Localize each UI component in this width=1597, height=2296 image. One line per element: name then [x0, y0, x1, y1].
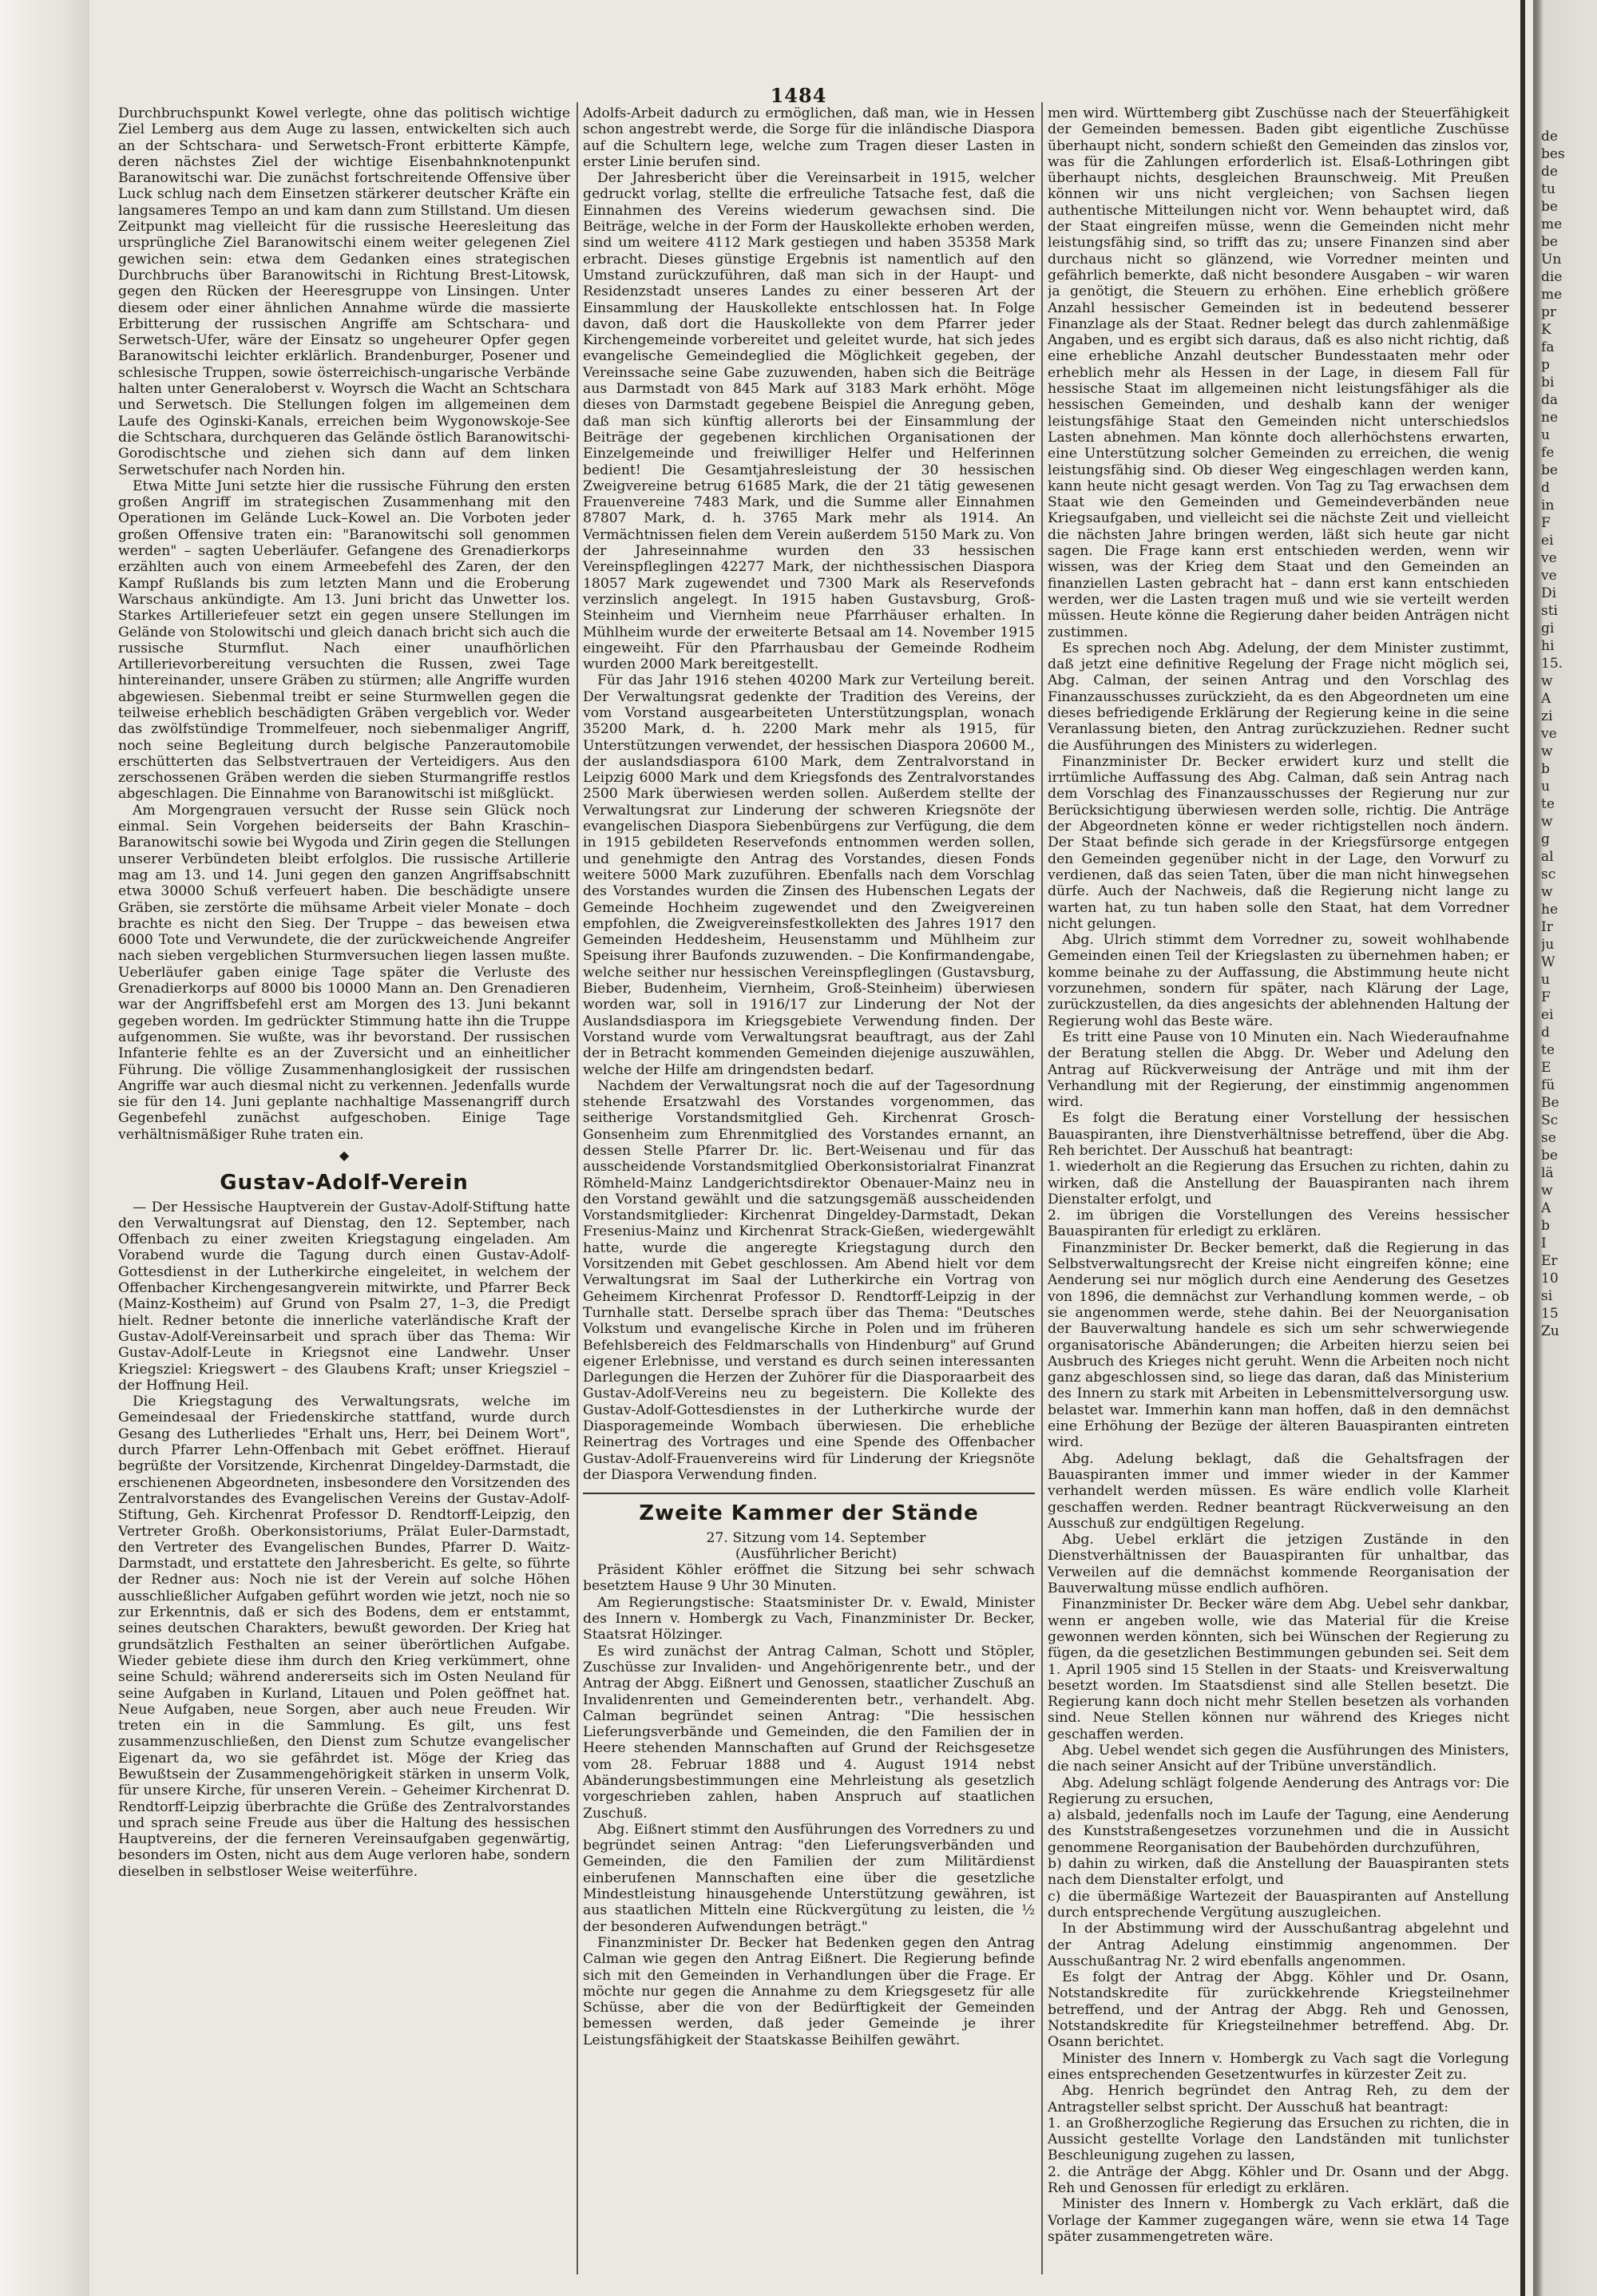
adjacent-fragment: 10: [1541, 1271, 1559, 1287]
adjacent-fragment: lä: [1541, 1165, 1554, 1181]
list-item: 1. wiederholt an die Regierung das Ersuchen zu richten, dahin zu wirken, daß die Anstellung der Bauaspiranten nach ihrem Dienstalter erfolgt, und: [1048, 1159, 1509, 1207]
adjacent-fragment: se: [1541, 1130, 1556, 1146]
adjacent-fragment: I: [1541, 1235, 1547, 1251]
adjacent-fragment: Sc: [1541, 1112, 1559, 1128]
adjacent-fragment: Di: [1541, 585, 1557, 601]
article-text: Es wird zunächst der Antrag Calman, Schott und Stöpler, Zuschüsse zur Invaliden- und Angehörigenrente betr., und der Antrag der Abgg. Eißnert und Genossen, staatlicher Zuschuß an Invalidenrenten und Gemeinderenten betr., verhandelt. Abg. Calman begründet seinen Antrag: "Die hessischen Lieferungsverbände und Gemeinden, die den Familien der in Heere stehenden Mannschaften auf Grund der Reichsgesetze vom 28. Februar 1888 und 4. August 1914 nebst Abänderungsbestimmungen eine Mehrleistung als gesetzlich vorgeschrieben zahlen, haben Anspruch auf staatlichen Zuschuß.: [583, 1643, 1035, 1822]
adjacent-fragment: zi: [1541, 708, 1553, 724]
adjacent-fragment: ei: [1541, 533, 1554, 549]
adjacent-fragment: b: [1541, 1218, 1550, 1234]
adjacent-fragment: be: [1541, 234, 1558, 250]
adjacent-fragment: b: [1541, 761, 1550, 777]
numbered-list: [1048, 1159, 1509, 1239]
list-item: 1. an Großherzogliche Regierung das Ersuchen zu richten, die in Aussicht gestellte Vorlage den Landständen mit tunlichster Beschleunigung zugehen zu lassen,: [1048, 2115, 1509, 2164]
article-text: Minister des Innern v. Hombergk zu Vach erklärt, daß die Vorlage der Kammer zugegangen wäre, wenn sie etwa 14 Tage später zusammengetreten wäre.: [1048, 2196, 1509, 2245]
article-text: Es tritt eine Pause von 10 Minuten ein. Nach Wiederaufnahme der Beratung stellen die Abgg. Dr. Weber und Adelung den Antrag auf Rückverweisung der Anträge und mit ihm der Verhandlung mit der Regierung, der einstimmig angenommen wird.: [1048, 1029, 1509, 1111]
adjacent-fragment: hi: [1541, 638, 1555, 654]
article-text: Der Jahresbericht über die Vereinsarbeit in 1915, welcher gedruckt vorlag, stellte die erfreuliche Tatsache fest, daß die Einnahmen des Vereins wiederum gewachsen sind. Die Beiträge, welche in der Form der Hauskollekte erhoben werden, sind um weitere 4112 Mark gestiegen und haben 35358 Mark erbracht. Dieses günstige Ergebnis ist namentlich auf den Umstand zurückzuführen, daß man sich in der Haupt- und Residenzstadt unseres Landes zu einer besseren Art der Einsammlung der Hauskollekte entschlossen hat. In Folge davon, daß dort die Hauskollekte von dem Pfarrer jeder Kirchengemeinde vorbereitet und geleitet wurde, hat sich jedes evangelische Gemeindeglied die Möglichkeit gegeben, der Vereinssache seine Gabe zuzuwenden, haben sich die Beiträge aus Darmstadt von 845 Mark auf 3183 Mark erhöht. Möge dieses von Darmstadt gegebene Beispiel die Anregung geben, daß man sich künftig allerorts bei der Einsammlung der Beiträge der gegebenen kirchlichen Organisationen der Einzelgemeinde und freiwilliger Helfer und Helferinnen bedient! Die Gesamtjahresleistung der 30 hessischen Zweigvereine betrug 61685 Mark, die der 21 tätig gewesenen Frauenvereine 7483 Mark, und die Summe aller Einnahmen 87807 Mark, d. h. 3765 Mark mehr als 1914. An Vermächtnissen fielen dem Verein außerdem 5150 Mark zu. Von der Jahreseinnahme wurden den 33 hessischen Vereinspfleglingen 42277 Mark, der nichthessischen Diaspora 18057 Mark zugewendet und 7300 Mark als Reservefonds verzinslich angelegt. In 1915 haben Gustavsburg, Groß-Steinheim und Viernheim neue Pfarrhäuser erhalten. In Mühlheim wurde der erweiterte Betsaal am 14. November 1915 eingeweiht. Für den Pfarrhausbau der Gemeinde Rodheim wurden 2000 Mark bereitgestellt.: [583, 170, 1035, 673]
adjacent-fragment: si: [1541, 1288, 1553, 1304]
adjacent-fragment: w: [1541, 1183, 1553, 1199]
section-headline: Zweite Kammer der Stände: [639, 1501, 979, 1526]
article-text: Abg. Adelung beklagt, daß die Gehaltsfragen der Bauaspiranten immer und immer wieder in der Kammer verhandelt werden müssen. Es wäre endlich volle Klarheit geschaffen werden. Redner beantragt Rückverweisung an den Ausschuß zur endgültigen Regelung.: [1048, 1450, 1509, 1532]
adjacent-fragment: ei: [1541, 1007, 1554, 1023]
column-rule-1: [577, 102, 578, 2274]
section-headline: Gustav-Adolf-Verein: [220, 1171, 469, 1196]
adjacent-fragment: fe: [1541, 445, 1555, 461]
article-text: men wird. Württemberg gibt Zuschüsse nach der Steuerfähigkeit der Gemeinden bemessen. Baden gibt eigentliche Zuschüsse überhaupt nicht, sondern schießt den Gemeinden das zinslos vor, was für die Zahlungen erforderlich ist. Elsaß-Lothringen gibt überhaupt nichts, desgleichen Braunschweig. Mit Preußen können wir uns nicht vergleichen; von Sachsen liegen authentische Mitteilungen nicht vor. Wenn behauptet wird, daß der Staat eingreifen müsse, wenn die Gemeinden nicht mehr leistungsfähig sind, so trifft das zu; unsere Finanzen sind aber durchaus nicht so glänzend, wie Vorredner meinten und gefährlich bemerkte, daß nicht besondere Ausgaben – wir waren ja genötigt, die Steuern zu erhöhen. Eine erheblich größere Anzahl hessischer Gemeinden ist in bedeutend besserer Finanzlage als der Staat. Redner belegt das durch zahlenmäßige Angaben, und es ergibt sich daraus, daß es also nicht richtig, daß eine erhebliche Anzahl deutscher Bundesstaaten mehr oder erheblich mehr als Hessen in der Lage, in diesem Fall für hessische Staat im allgemeinen nicht leistungsfähiger als die hessischen Gemeinden, und deshalb kann der weniger leistungsfähige Staat den Gemeinden nicht unterschiedslos Lasten abnehmen. Man könnte doch allerhöchstens erwarten, eine Unterstützung solcher Gemeinden zu erreichen, die wenig leistungsfähig sind. Ob dieser Weg eingeschlagen werden kann, kann heute nicht gesagt werden. Von Tag zu Tag erwachsen dem Staat wie den Gemeinden und Gemeindeverbänden neue Kriegsaufgaben, und vielleicht sei die nächste Zeit und vielleicht die nächsten Jahre bringen werden, läßt sich heute gar nicht sagen. Die Frage kann erst entschieden werden, wenn wir wissen, was der Krieg dem Staat und den Gemeinden an finanziellen Lasten gebracht hat – dann erst kann entschieden werden, wer die Lasten tragen muß und wie sie verteilt werden müssen. Heute könne die Regierung daher beiden Anträgen nicht zustimmen.: [1048, 105, 1509, 640]
adjacent-fragment: me: [1541, 216, 1563, 232]
adjacent-fragment: Be: [1541, 1095, 1559, 1111]
adjacent-fragment: w: [1541, 673, 1553, 689]
report-label: (Ausführlicher Bericht): [735, 1545, 898, 1562]
adjacent-fragment: w: [1541, 884, 1553, 900]
list-item: 2. die Anträge der Abgg. Köhler und Dr. Osann und der Abgg. Reh und Genossen für erledigt zu erklären.: [1048, 2163, 1509, 2196]
adjacent-fragment: F: [1541, 989, 1551, 1005]
page-number: 1484: [770, 84, 827, 107]
adjacent-fragment: ve: [1541, 726, 1557, 742]
article-text: Durchbruchspunkt Kowel verlegte, ohne das politisch wichtige Ziel Lemberg aus dem Auge zu lassen, entwickelten sich auch an der Schtschara- und Serwetsch-Front erbitterte Kämpfe, deren nächstes Ziel der wichtige Eisenbahnknotenpunkt Baranowitschi war. Die zunächst fortschreitende Offensive über Luck schlug nach dem Einsetzen stärkerer deutscher Kräfte ein langsameres Tempo an und kam dann zum Stillstand. Um diesen Zeitpunkt mag vielleicht für die russische Heeresleitung das ursprüngliche Ziel Baranowitschi einem weiter gelegenen Ziel gewichen sein: etwa dem Gedanken eines strategischen Durchbruchs über Baranowitschi in Richtung Brest-Litowsk, gegen den Rücken der Heeresgruppe von Linsingen. Unter diesem oder einer ähnlichen Annahme würde die massierte Erbitterung der russischen Angriffe am Schtschara- und Serwetsch-Ufer, wäre der Einsatz so ungeheurer Opfer gegen Baranowitschi leichter erklärlich. Brandenburger, Posener und schlesische Truppen, sowie österreichisch-ungarische Verbände halten unter Generaloberst v. Woyrsch die Wacht an Schtschara und Serwetsch. Die Stellungen folgen im allgemeinen dem Laufe des Oginski-Kanals, erreichen beim Wygonowskoje-See die Schtschara, durchqueren das Gelände östlich Baranowitschi-Gorodischtsche und ziehen sich dann auf dem linken Serwetschufer nach Norden hin.: [118, 105, 570, 478]
article-text: Finanzminister Dr. Becker wäre dem Abg. Uebel sehr dankbar, wenn er angeben wolle, wie das Material für die Kreise gewonnen werden könnten, sich bei Wünschen der Regierung zu fügen, da die gesetzlichen Bestimmungen gebunden sei. Seit dem 1. April 1905 sind 15 Stellen in der Staats- und Kreisverwaltung besetzt worden. Im Staatsdienst sind alle Stellen besetzt. Die Regierung kann doch nicht mehr Stellen besetzen als vorhanden sind. Neue Stellen können nur während des Krieges nicht geschaffen werden.: [1048, 1596, 1509, 1743]
article-text: Es folgt die Beratung einer Vorstellung der hessischen Bauaspiranten, ihre Dienstverhältnisse betreffend, über die Abg. Reh berichtet. Der Ausschuß hat beantragt:: [1048, 1110, 1509, 1159]
article-text: Es folgt der Antrag der Abgg. Köhler und Dr. Osann, Notstandskredite für zurückkehrende Kriegsteilnehmer betreffend, und der Antrag der Abgg. Reh und Genossen, Notstandskredite für Kriegsteilnehmer betreffend. Abg. Dr. Osann berichtet.: [1048, 1969, 1509, 2051]
article-text: Adolfs-Arbeit dadurch zu ermöglichen, daß man, wie in Hessen schon angestrebt werde, die Sorge für die inländische Diaspora auf die Schultern lege, welche zum Tragen dieser Lasten in erster Linie berufen sind.: [583, 105, 1035, 170]
adjacent-fragment: fü: [1541, 1077, 1555, 1093]
adjacent-fragment: F: [1541, 515, 1551, 531]
article-text: Abg. Uebel erklärt die jetzigen Zustände in den Dienstverhältnissen der Bauaspiranten für unhaltbar, das Verweilen auf die demnächst kommende Reorganisation der Bauverwaltung müsse endlich aufhören.: [1048, 1532, 1509, 1597]
adjacent-fragment: pr: [1541, 304, 1557, 320]
article-text: Die Kriegstagung des Verwaltungsrats, welche im Gemeindesaal der Friedenskirche stattfand, wurde durch Gesang des Lutherliedes "Erhalt uns, Herr, bei Deinem Wort", durch Pfarrer Lehn-Offenbach mit Gebet eröffnet. Hierauf begrüßte der Vorsitzende, Kirchenrat Dingeldey-Darmstadt, die erschienenen Abgeordneten, insbesondere den Vorsitzenden des Zentralvorstandes des Evangelischen Vereins der Gustav-Adolf-Stiftung, Geh. Kirchenrat Professor D. Rendtorff-Leipzig, den Vertreter Großh. Oberkonsistoriums, Prälat Euler-Darmstadt, den Vertreter des Evangelischen Bundes, Pfarrer D. Waitz-Darmstadt, und erstattete den Jahresbericht. Es gelte, so führte der Redner aus: Noch nie ist der Verein auf solche Höhen ausschließlicher Aufgaben geführt worden wie jetzt, noch nie so zur Erkenntnis, daß er sich des Bodens, dem er entstammt, seines deutschen Charakters, bewußt geworden. Der Krieg hat grundsätzlich Festhalten an seiner überörtlichen Aufgabe. Wieder gebiete diese ihm durch den Krieg verkümmert, ohne seine Schuld; während andererseits sich im Osten Neuland für seine Aufgaben in Kurland, Litauen und Polen geöffnet hat. Neue Aufgaben, neue Sorgen, aber auch neue Freuden. Wir treten ein in die Sammlung. Es gilt, uns fest zusammenzuschließen, den Dienst zum Schutze evangelischer Eigenart da, wo sie gefährdet ist. Möge der Krieg das Bewußtsein der Zusammengehörigkeit stärken in unserm Volk, für unsere Kirche, für unseren Verein. – Geheimer Kirchenrat D. Rendtorff-Leipzig überbrachte die Grüße des Zentralvorstandes und sprach seine Freude aus über die Haltung des hessischen Hauptvereins, der die ferneren Vereinsaufgaben gegenwärtig, besonders im Osten, nicht aus dem Auge verloren habe, sondern dieselben in selbstloser Weise weiterführe.: [118, 1394, 570, 1880]
adjacent-fragment: p: [1541, 357, 1550, 373]
adjacent-page-fragments: [1541, 128, 1592, 2204]
adjacent-fragment: A: [1541, 1200, 1551, 1216]
adjacent-fragment: gi: [1541, 621, 1555, 636]
adjacent-fragment: be: [1541, 462, 1558, 478]
adjacent-fragment: g: [1541, 831, 1550, 847]
section-divider: [583, 1493, 1035, 1494]
list-item: b) dahin zu wirken, daß die Anstellung der Bauaspiranten stets nach dem Dienstalter erfolgt, und: [1048, 1856, 1509, 1889]
adjacent-page-edge: [1533, 0, 1597, 2296]
adjacent-fragment: d: [1541, 1025, 1550, 1041]
article-text: Am Morgengrauen versucht der Russe sein Glück noch einmal. Sein Vorgehen beiderseits der Bahn Kraschin–Baranowitschi sowie bei Wygoda und Zirin gegen die Stellungen unserer Verbündeten bleibt erfolglos. Die russische Artillerie mag am 13. und 14. Juni gegen den ganzen Angriffsabschnitt etwa 30000 Schuß verfeuert haben. Die beschädigte unsere Gräben, sie zerstörte die mühsame Arbeit vieler Monate – doch brachte es nicht den Sieg. Der Truppe – das beweisen etwa 6000 Tote und Verwundete, die der zurückweichende Angreifer nach sieben vergeblichen Sturmversuchen liegen lassen mußte. Ueberläufer gaben einige Tage später die Verluste des Grenadierkorps auf 8000 bis 10000 Mann an. Den Grenadieren war der Angriffsbefehl erst am Morgen des 13. Juni bekannt gegeben worden. Im gedrückter Stimmung hatte ihn die Truppe aufgenommen. Sie wußte, was ihr bevorstand. Der russischen Infanterie fehlte es an der Zuversicht und an einheitlicher Führung. Die völlige Zusammenhanglosigkeit der russischen Angriffe war auch diesmal nicht zu verkennen. Jedenfalls wurde sie für den 14. Juni geplante nachhaltige Massenangriff durch Gegenbefehl zunächst aufgeschoben. Einige Tage verhältnismäßiger Ruhe traten ein.: [118, 802, 570, 1143]
adjacent-fragment: E: [1541, 1060, 1551, 1076]
session-line: 27. Sitzung vom 14. September: [706, 1529, 926, 1546]
left-page-margin: [0, 0, 89, 2296]
adjacent-fragment: da: [1541, 392, 1559, 408]
article-text: Finanzminister Dr. Becker bemerkt, daß die Regierung in das Selbstverwaltungsrecht der Kreise nicht eingreifen könne; eine Aenderung sei nur möglich durch eine Aenderung des Gesetzes von 1896, die demnächst zur Verhandlung kommen werde, – ob sie angenommen werde, stehe dahin. Bei der Neuorganisation der Bauverwaltung handele es sich um sehr schwerwiegende organisatorische Abänderungen; die Arbeiten hierzu seien bei Ausbruch des Krieges nicht geruht. Wenn die Arbeiten noch nicht ganz abgeschlossen sind, so liege das daran, daß das Ministerium des Innern zu stark mit Arbeiten in Lebensmittelversorgung usw. belastet war. Immerhin kann man hoffen, daß in den demnächst eine Erhöhung der Bezüge der älteren Bauaspiranten eintreten wird.: [1048, 1239, 1509, 1451]
adjacent-fragment: w: [1541, 744, 1553, 759]
list-item: a) alsbald, jedenfalls noch im Laufe der Tagung, eine Aenderung des Kunststraßengesetzes vorzunehmen und die in Aussicht genommene Reorganisation der Baubehörden durchzuführen,: [1048, 1807, 1509, 1856]
adjacent-fragment: te: [1541, 796, 1555, 812]
adjacent-fragment: de: [1541, 129, 1558, 145]
adjacent-fragment: ve: [1541, 550, 1557, 566]
article-text: Abg. Ulrich stimmt dem Vorredner zu, soweit wohlhabende Gemeinden einen Teil der Kriegslasten zu übernehmen haben; er komme beinahe zu der Auffassung, die Abstimmung heute nicht vorzunehmen, sondern für später, nach Klärung der Lage, zurückzustellen, da dies angesichts der ablehnenden Haltung der Regierung wohl das Beste wäre.: [1048, 932, 1509, 1029]
adjacent-fragment: bi: [1541, 375, 1555, 391]
adjacent-fragment: K: [1541, 322, 1551, 338]
article-text: Abg. Eißnert stimmt den Ausführungen des Vorredners zu und begründet seinen Antrag: "den Lieferungsverbänden und Gemeinden, die den Familien der zum Militärdienst einberufenen Mannschaften eine über die gesetzliche Mindestleistung hinausgehende Unterstützung gewähren, ist aus staatlichen Mitteln eine Rückvergütung zu leisten, die ½ der besonderen Aufwendungen beträgt.": [583, 1821, 1035, 1935]
adjacent-fragment: Un: [1541, 252, 1562, 268]
adjacent-fragment: u: [1541, 427, 1550, 443]
article-text: Minister des Innern v. Hombergk zu Vach sagt die Vorlegung eines entsprechenden Gesetzentwurfes in kürzester Zeit zu.: [1048, 2050, 1509, 2083]
middle-column: [583, 105, 1035, 2278]
adjacent-fragment: be: [1541, 199, 1558, 215]
adjacent-fragment: w: [1541, 814, 1553, 830]
article-text: Abg. Henrich begründet den Antrag Reh, zu dem der Antragsteller selbst spricht. Der Ausschuß hat beantragt:: [1048, 2083, 1509, 2116]
adjacent-fragment: sc: [1541, 866, 1556, 882]
adjacent-fragment: Zu: [1541, 1323, 1559, 1339]
adjacent-fragment: u: [1541, 779, 1550, 795]
adjacent-fragment: 15.: [1541, 656, 1563, 672]
adjacent-fragment: de: [1541, 164, 1558, 180]
list-item: 2. im übrigen die Vorstellungen des Vereins hessischer Bauaspiranten für erledigt zu erklären.: [1048, 1207, 1509, 1240]
adjacent-fragment: sti: [1541, 603, 1558, 619]
adjacent-fragment: be: [1541, 1148, 1558, 1164]
adjacent-fragment: ju: [1541, 937, 1555, 953]
adjacent-fragment: me: [1541, 287, 1563, 303]
adjacent-fragment: A: [1541, 691, 1551, 707]
adjacent-fragment: u: [1541, 972, 1550, 988]
adjacent-fragment: Er: [1541, 1253, 1558, 1269]
right-column: [1048, 105, 1509, 2278]
adjacent-fragment: bes: [1541, 146, 1565, 162]
adjacent-fragment: fa: [1541, 339, 1555, 355]
article-text: Am Regierungstische: Staatsminister Dr. v. Ewald, Minister des Innern v. Hombergk zu Vach, Finanzminister Dr. Becker, Staatsrat Hölzinger.: [583, 1594, 1035, 1644]
article-text: Abg. Uebel wendet sich gegen die Ausführungen des Ministers, die nach seiner Ansicht auf der Tribüne unverständlich.: [1048, 1742, 1509, 1775]
adjacent-fragment: ne: [1541, 410, 1559, 426]
adjacent-fragment: tu: [1541, 181, 1555, 197]
left-column: [118, 105, 570, 2278]
article-text: Es sprechen noch Abg. Adelung, der dem Minister zustimmt, daß jetzt eine definitive Regelung der Frage nicht möglich sei, Abg. Calman, der seinen Antrag und den Vorschlag des Finanzausschusses zurückzieht, da es den Abgeordneten um eine dieses befriedigende Erklärung der Regierung keine in die seine Veranlassung bieten, den Antrag zurückzuziehen. Redner sucht die Ausführungen des Ministers zu widerlegen.: [1048, 640, 1509, 754]
article-text: Abg. Adelung schlägt folgende Aenderung des Antrags vor: Die Regierung zu ersuchen,: [1048, 1775, 1509, 1807]
adjacent-fragment: ve: [1541, 568, 1557, 584]
adjacent-fragment: in: [1541, 498, 1555, 514]
article-text: Nachdem der Verwaltungsrat noch die auf der Tagesordnung stehende Ersatzwahl des Vorstandes vorgenommen, das seitherige Vorstandsmitglied Geh. Kirchenrat Grosch-Gonsenheim zum Ehrenmitglied des Vorstandes ernannt, an dessen Stelle Pfarrer Dr. lic. Bert-Weisenau und für das ausscheidende Vorstandsmitglied Oberkonsistorialrat Finanzrat Römheld-Mainz Landgerichtsdirektor Obenauer-Mainz neu in den Vorstand gewählt und die satzungsgemäß ausscheidenden Vorstandsmitglieder: Kirchenrat Dingeldey-Darmstadt, Dekan Fresenius-Mainz und Kirchenrat Strack-Gießen, wiedergewählt hatte, wurde die angeregte Kriegstagung durch den Vorsitzenden mit Gebet geschlossen. Am Abend hielt vor dem Verwaltungsrat im Saal der Lutherkirche ein Vortrag von Geheimem Kirchenrat Professor D. Rendtorff-Leipzig in der Turnhalle statt. Derselbe sprach über das Thema: "Deutsches Volkstum und evangelische Kirche in Polen und im früheren Befehlsbereich des Feldmarschalls von Hindenburg" auf Grund eigener Erlebnisse, und verstand es durch seinen interessanten Darlegungen die Herzen der Zuhörer für die Diasporaarbeit des Gustav-Adolf-Vereins neu zu begeistern. Die Kollekte des Gustav-Adolf-Gottesdienstes in der Lutherkirche wurde der Diasporagemeinde Wombach überwiesen. Die erhebliche Reinertrag des Vortrages und eine Spende des Offenbacher Gustav-Adolf-Frauenvereins wird für Linderung der Kriegsnöte der Diaspora Verwendung finden.: [583, 1077, 1035, 1483]
article-text: Präsident Köhler eröffnet die Sitzung bei sehr schwach besetztem Hause 9 Uhr 30 Minuten.: [583, 1562, 1035, 1595]
numbered-list: [1048, 2116, 1509, 2196]
article-text: Etwa Mitte Juni setzte hier die russische Führung den ersten großen Angriff im strategischen Zusammenhang mit den Operationen im Gelände Luck–Kowel an. Die Vorboten jeder großen Offensive traten ein: "Baranowitschi soll genommen werden" – sagten Ueberläufer. Gefangene des Grenadierkorps erzählten auch von einem Armeebefehl des Zaren, der den Kampf Rußlands bis zum letzten Mann und die Eroberung Warschaus ankündigte. Am 13. Juni bricht das Unwetter los. Starkes Artilleriefeuer setzt ein gegen unsere Stellungen im Gelände von Stolowitschi und gleich danach bricht sich auch die russische Sturmflut. Nach einer unaufhörlichen Artillerievorbereitung versuchten die Russen, zwei Tage hintereinander, unsere Gräben zu stürmen; alle Angriffe wurden abgewiesen. Siebenmal treibt er seine Sturmwellen gegen die teilweise erheblich beschädigten Gräben vergeblich vor. Weder das zwölfstündige Trommelfeuer, noch siebenmaliger Angriff, noch seine Begleitung durch belgische Panzerautomobile erschütterten das Selbstvertrauen der Verteidigers. Aus den zerschossenen Gräben werden die sieben Sturmangriffe restlos abgeschlagen. Die Einnahme von Baranowitschi ist mißglückt.: [118, 478, 570, 803]
article-text: Für das Jahr 1916 stehen 40200 Mark zur Verteilung bereit. Der Verwaltungsrat gedenkte der Tradition des Vereins, der vom Vorstand ausgearbeiteten Unterstützungsplan, wonach 35200 Mark, d. h. 2200 Mark mehr als 1915, für Unterstützungen verwendet, der hessischen Diaspora 20600 M., der auslandsdiaspora 6100 Mark, dem Zentralvorstand in Leipzig 6000 Mark und dem Kriegsfonds des Zentralvorstandes 2500 Mark überwiesen werden sollen. Außerdem stellte der Verwaltungsrat zur Linderung der schweren Kriegsnöte der evangelischen Diaspora Siebenbürgens zur Verfügung, die dem in 1915 gebildeten Reservefonds entnommen werden sollen, und genehmigte den Antrag des Vorstandes, diesen Fonds weitere 5000 Mark zuzuführen. Ebenfalls nach dem Vorschlag des Vorstandes wurden die Zinsen des Hubenschen Legats der Gemeinde Hochheim zugewendet und den Zweigvereinen empfohlen, die Zweigvereinsfestkollekten des Jahres 1917 den Gemeinden Heddesheim, Heusenstamm und Mühlheim zur Speisung ihrer Baufonds zuzuwenden. – Die Konfirmandengabe, welche seither nur hessischen Vereinspfleglingen (Gustavsburg, Bieber, Budenheim, Viernheim, Groß-Steinheim) überwiesen worden war, soll in 1916/17 zur Linderung der Not der Auslandsdiaspora im Kriegsgebiete Verwendung finden. Der Vorstand wurde vom Verwaltungsrat beauftragt, aus der Zahl der in Betracht kommenden Gemeinden diejenige auszuwählen, welche der Hilfe am dringendsten bedarf.: [583, 672, 1035, 1078]
adjacent-fragment: al: [1541, 849, 1554, 865]
article-text: Finanzminister Dr. Becker erwidert kurz und stellt die irrtümliche Auffassung des Abg. Calman, daß sein Antrag nach dem Vorschlag des Finanzausschusses der Regierung nur zur Berücksichtigung überwiesen werden solle, richtig. Die Anträge der Abgeordneten könne er weder richtigstellen noch ändern. Der Staat befinde sich gerade in der Kriegsfürsorge entgegen den Gemeinden gegenüber nicht in der Lage, den Vorwurf zu verdienen, daß das seien Taten, über die man nicht hinwegsehen dürfe. Auch der Nachweis, daß die Regierung nicht lange zu warten hat, zu tun haben solle den Staat, hat dem Vorredner nicht gelungen.: [1048, 753, 1509, 932]
adjacent-fragment: 15: [1541, 1306, 1559, 1322]
article-text: — Der Hessische Hauptverein der Gustav-Adolf-Stiftung hatte den Verwaltungsrat auf Dienstag, den 12. September, nach Offenbach zu einer zweiten Kriegstagung eingeladen. Am Vorabend wurde die Tagung durch einen Gustav-Adolf-Gottesdienst in der Lutherkirche eingeleitet, in welchem der Offenbacher Kirchengesangverein mitwirkte, und Pfarrer Beck (Mainz-Kostheim) auf Grund von Psalm 27, 1–3, die Predigt hielt. Redner betonte die innerliche vaterländische Kraft der Gustav-Adolf-Vereinsarbeit und sprach über das Thema: Wir Gustav-Adolf-Leute in Kriegsnot eine Landwehr. Unser Kriegsziel: Kriegswert – des Glaubens Kraft; unser Kriegsziel – der Hoffnung Heil.: [118, 1199, 570, 1394]
list-item: c) die übermäßige Wartezeit der Bauaspiranten auf Anstellung durch entsprechende Vergütung auszugleichen.: [1048, 1888, 1509, 1921]
adjacent-fragment: die: [1541, 269, 1563, 285]
lettered-list: [1048, 1807, 1509, 1921]
column-rule-2: [1041, 102, 1043, 2274]
adjacent-fragment: d: [1541, 480, 1550, 496]
adjacent-fragment: te: [1541, 1042, 1555, 1058]
adjacent-fragment: Ir: [1541, 919, 1553, 935]
article-text: In der Abstimmung wird der Ausschußantrag abgelehnt und der Antrag Adelung einstimmig angenommen. Der Ausschußantrag Nr. 2 wird ebenfalls angenommen.: [1048, 1921, 1509, 1969]
section-divider-icon: ◆: [339, 1148, 350, 1163]
article-text: Finanzminister Dr. Becker hat Bedenken gegen den Antrag Calman wie gegen den Antrag Eißnert. Die Regierung befinde sich mit den Gemeinden in Verhandlungen über die Frage. Er möchte nur gegen die Annahme zu dem Kriegsgesetz für alle Schüsse, aber die von der Bedürftigkeit der Gemeinden bemessen werden, daß jeder Gemeinde je ihrer Leistungsfähigkeit der Staatskasse Beihilfen gewährt.: [583, 1934, 1035, 2048]
binding-edge: [1520, 0, 1525, 2296]
adjacent-fragment: W: [1541, 954, 1555, 970]
adjacent-fragment: he: [1541, 902, 1559, 918]
